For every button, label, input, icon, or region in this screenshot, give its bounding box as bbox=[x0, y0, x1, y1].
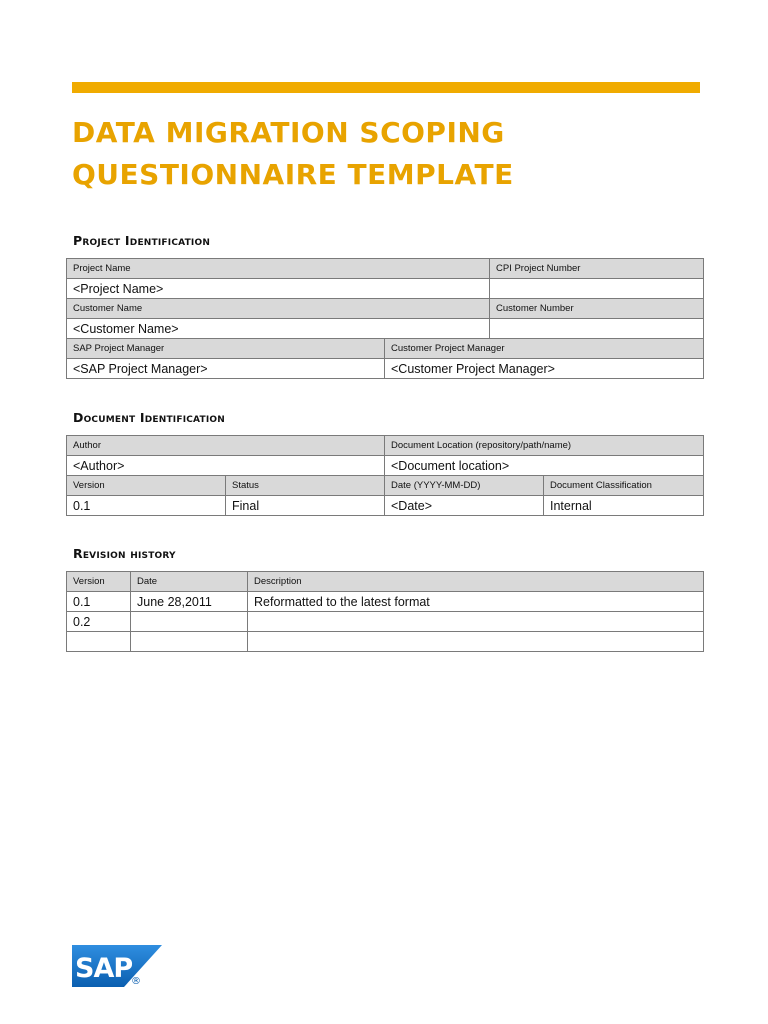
cpi-project-number-value bbox=[490, 279, 704, 299]
revision-date-header: Date bbox=[131, 572, 248, 592]
title-line-2: QUESTIONNAIRE TEMPLATE bbox=[72, 158, 514, 191]
sap-logo bbox=[72, 945, 162, 987]
table-row bbox=[67, 592, 704, 612]
sap-project-manager-label: SAP Project Manager bbox=[67, 339, 385, 359]
customer-project-manager-label: Customer Project Manager bbox=[385, 339, 704, 359]
customer-name-value: <Customer Name> bbox=[67, 319, 490, 339]
sap-project-manager-value: <SAP Project Manager> bbox=[67, 359, 385, 379]
document-classification-value: Internal bbox=[544, 496, 704, 516]
title-line-1: DATA MIGRATION SCOPING bbox=[72, 116, 505, 149]
author-label: Author bbox=[67, 436, 385, 456]
cpi-project-number-label: CPI Project Number bbox=[490, 259, 704, 279]
version-value: 0.1 bbox=[67, 496, 226, 516]
date-value: <Date> bbox=[385, 496, 544, 516]
document-location-label: Document Location (repository/path/name) bbox=[385, 436, 704, 456]
revision-version-cell bbox=[67, 632, 131, 652]
status-label: Status bbox=[226, 476, 385, 496]
customer-number-value bbox=[490, 319, 704, 339]
table-row bbox=[67, 632, 704, 652]
revision-date-cell bbox=[131, 632, 248, 652]
revision-date-cell bbox=[131, 612, 248, 632]
revision-version-header: Version bbox=[67, 572, 131, 592]
revision-description-cell bbox=[248, 632, 704, 652]
revision-history-heading: Revision history bbox=[73, 546, 176, 561]
registered-mark: ® bbox=[131, 976, 141, 987]
date-label: Date (YYYY-MM-DD) bbox=[385, 476, 544, 496]
document-location-value: <Document location> bbox=[385, 456, 704, 476]
top-accent-bar bbox=[72, 82, 700, 93]
document-title bbox=[72, 112, 692, 196]
revision-description-header: Description bbox=[248, 572, 704, 592]
revision-version-cell: 0.1 bbox=[67, 592, 131, 612]
project-identification-table bbox=[66, 258, 704, 379]
project-identification-heading: Project Identification bbox=[73, 233, 211, 248]
customer-project-manager-value: <Customer Project Manager> bbox=[385, 359, 704, 379]
table-row bbox=[67, 612, 704, 632]
project-name-label: Project Name bbox=[67, 259, 490, 279]
revision-history-table bbox=[66, 571, 704, 652]
revision-date-cell: June 28,2011 bbox=[131, 592, 248, 612]
document-classification-label: Document Classification bbox=[544, 476, 704, 496]
revision-description-cell: Reformatted to the latest format bbox=[248, 592, 704, 612]
version-label: Version bbox=[67, 476, 226, 496]
status-value: Final bbox=[226, 496, 385, 516]
customer-name-label: Customer Name bbox=[67, 299, 490, 319]
revision-version-cell: 0.2 bbox=[67, 612, 131, 632]
revision-description-cell bbox=[248, 612, 704, 632]
author-value: <Author> bbox=[67, 456, 385, 476]
document-identification-heading: Document Identification bbox=[73, 410, 225, 425]
document-identification-table bbox=[66, 435, 704, 516]
customer-number-label: Customer Number bbox=[490, 299, 704, 319]
project-name-value: <Project Name> bbox=[67, 279, 490, 299]
sap-logo-text: SAP bbox=[75, 953, 133, 984]
